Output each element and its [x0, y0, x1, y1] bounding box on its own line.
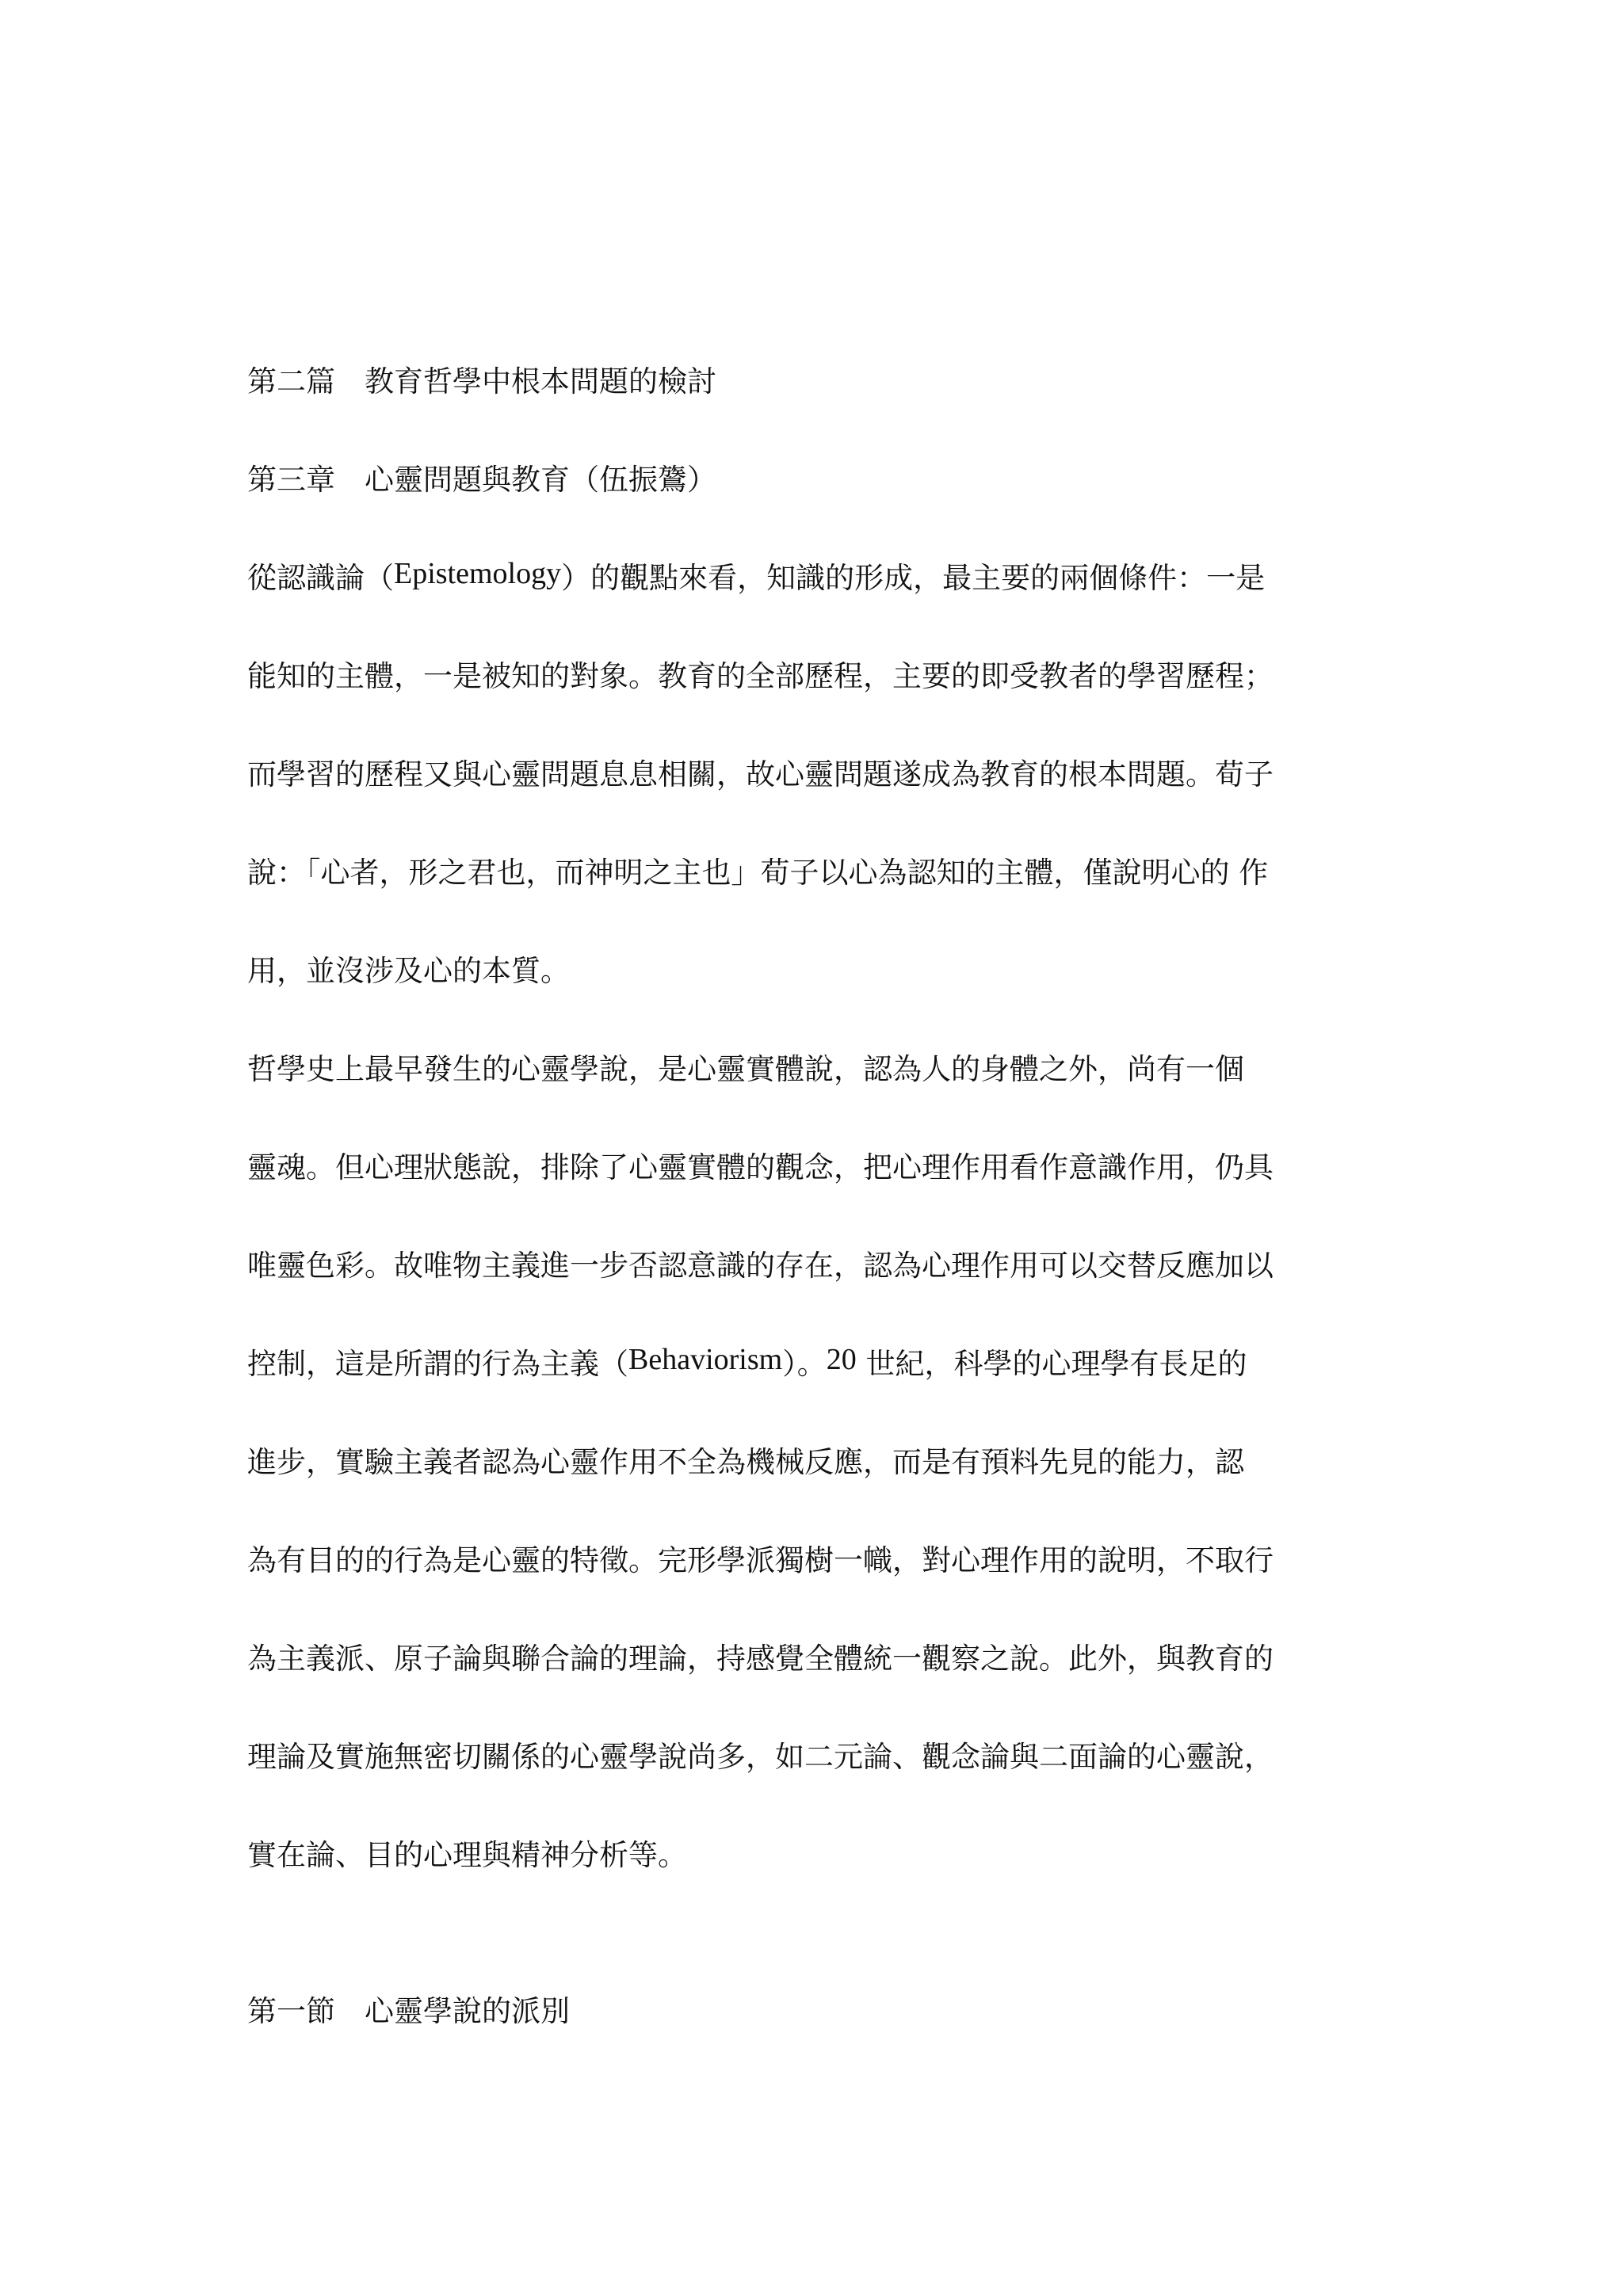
paragraph-epistemology	[247, 559, 1388, 991]
paragraph-history	[247, 1050, 1388, 1875]
paragraph-line: 唯靈色彩。故唯物主義進一步否認意識的存在，認為心理作用可以交替反應加以	[247, 1249, 1274, 1283]
paragraph-line: 為主義派、原子論與聯合論的理論，持感覺全體統一觀察之說。此外，與教育的	[247, 1642, 1274, 1676]
paragraph-line: 靈魂。但心理狀態說，排除了心靈實體的觀念，把心理作用看作意識作用，仍具	[247, 1150, 1274, 1184]
term-epistemology: Epistemology	[394, 557, 562, 590]
paragraph-line: 為有目的的行為是心靈的特徵。完形學派獨樹一幟，對心理作用的說明，不取行	[247, 1543, 1274, 1577]
paragraph-line: 進步，實驗主義者認為心靈作用不全為機械反應，而是有預料先見的能力，認	[247, 1445, 1244, 1479]
section-heading: 第一節 心靈學說的派別	[247, 1994, 570, 2028]
paragraph-line: 而學習的歷程又與心靈問題息息相關，故心靈問題遂成為教育的根本問題。荀子	[247, 757, 1274, 791]
paragraph-line: 哲學史上最早發生的心靈學說，是心靈實體說，認為人的身體之外，尚有一個	[247, 1052, 1244, 1086]
term-behaviorism: Behaviorism	[628, 1343, 783, 1376]
century-number: 20	[826, 1343, 857, 1376]
paragraph-line: 能知的主體，一是被知的對象。教育的全部歷程，主要的即受教者的學習歷程；	[247, 659, 1274, 693]
paragraph-line: 從認識論（Epistemology）的觀點來看，知識的形成，最主要的兩個條件：一是	[247, 557, 1266, 595]
paragraph-line: 實在論、目的心理與精神分析等。	[247, 1838, 687, 1872]
chapter-heading: 第三章 心靈問題與教育（伍振鷟）	[247, 463, 716, 497]
paragraph-line: 用，並沒涉及心的本質。	[247, 954, 570, 988]
paragraph-line: 說：「心者，形之君也，而神明之主也」荀子以心為認知的主體，僅說明心的 作	[247, 856, 1269, 890]
paragraph-line: 理論及實施無密切關係的心靈學說尚多，如二元論、觀念論與二面論的心靈說，	[247, 1740, 1274, 1774]
part-heading: 第二篇 教育哲學中根本問題的檢討	[247, 364, 716, 399]
paragraph-line: 控制，這是所謂的行為主義（Behaviorism）。20 世紀，科學的心理學有長足的	[247, 1343, 1247, 1381]
